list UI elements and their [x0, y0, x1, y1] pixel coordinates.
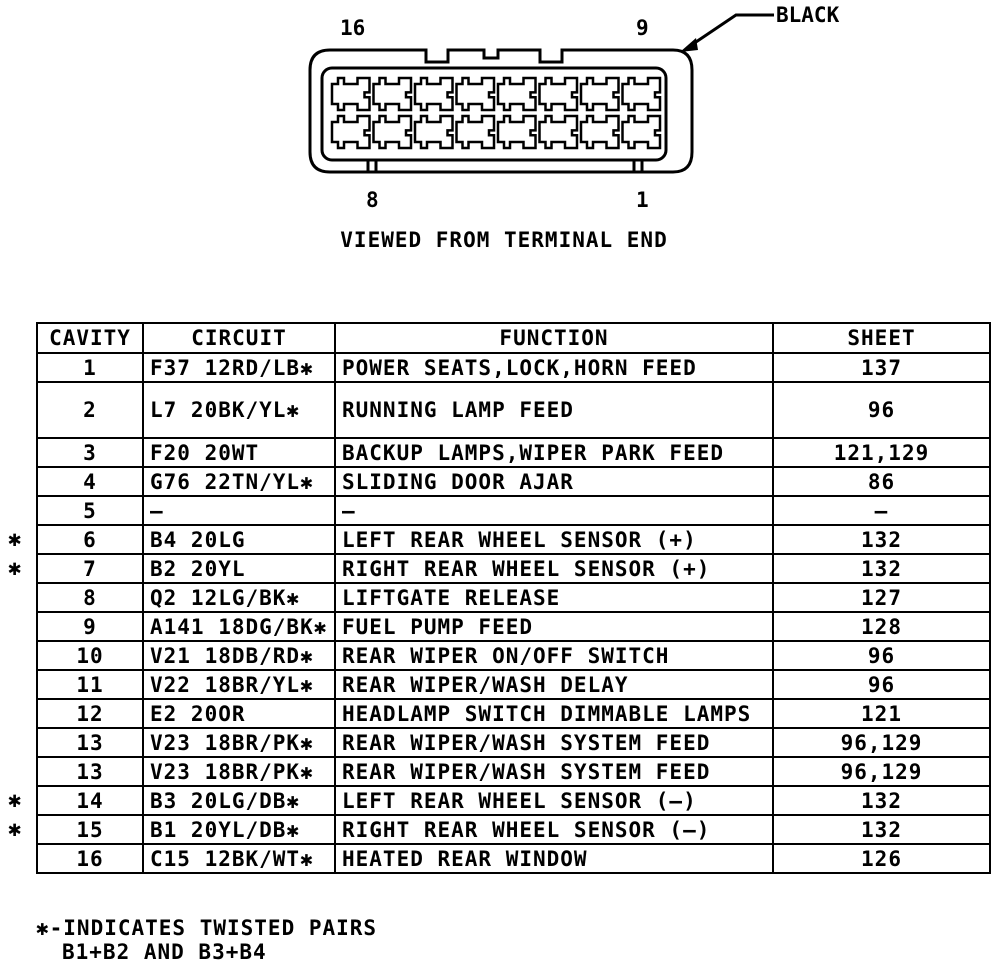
cell-cavity: 14 — [37, 786, 143, 815]
cell-circuit: Q2 12LG/BK✱ — [143, 583, 335, 612]
twisted-pair-marker: ✱ — [8, 526, 22, 552]
cell-sheet: 132 — [773, 815, 990, 844]
cell-sheet: 128 — [773, 612, 990, 641]
cell-function: BACKUP LAMPS,WIPER PARK FEED — [335, 438, 773, 467]
footnote-line-2: B1+B2 AND B3+B4 — [62, 940, 267, 964]
cell-cavity: 8 — [37, 583, 143, 612]
cell-circuit: F37 12RD/LB✱ — [143, 353, 335, 382]
table-row — [37, 353, 990, 382]
cell-function: LEFT REAR WHEEL SENSOR (—) — [335, 786, 773, 815]
cell-function: LIFTGATE RELEASE — [335, 583, 773, 612]
table-row — [37, 438, 990, 467]
cell-cavity: 5 — [37, 496, 143, 525]
terminal-cavity — [581, 116, 619, 148]
table-row — [37, 496, 990, 525]
table-header-row — [37, 323, 990, 353]
table-row — [37, 670, 990, 699]
cell-circuit: A141 18DG/BK✱ — [143, 612, 335, 641]
terminal-cavity — [623, 78, 661, 110]
view-caption: VIEWED FROM TERMINAL END — [340, 228, 668, 252]
header-cavity: CAVITY — [37, 323, 143, 353]
pin-label-8: 8 — [366, 188, 379, 212]
terminal-cavity — [332, 78, 370, 110]
cell-function: REAR WIPER/WASH SYSTEM FEED — [335, 728, 773, 757]
terminal-cavity — [415, 78, 453, 110]
pin-label-16: 16 — [340, 16, 366, 40]
cell-circuit: V23 18BR/PK✱ — [143, 728, 335, 757]
cell-sheet: 127 — [773, 583, 990, 612]
cell-cavity: 3 — [37, 438, 143, 467]
cell-cavity: 13 — [37, 757, 143, 786]
terminal-cavity — [581, 78, 619, 110]
color-callout-arrow — [680, 15, 774, 52]
cell-function: POWER SEATS,LOCK,HORN FEED — [335, 353, 773, 382]
twisted-pair-marker: ✱ — [8, 787, 22, 813]
table-row — [37, 757, 990, 786]
header-circuit: CIRCUIT — [143, 323, 335, 353]
pinout-table — [36, 322, 991, 874]
cell-circuit: C15 12BK/WT✱ — [143, 844, 335, 873]
cell-sheet: 96 — [773, 382, 990, 438]
cell-sheet: 126 — [773, 844, 990, 873]
cell-sheet: 96 — [773, 670, 990, 699]
cell-sheet: 86 — [773, 467, 990, 496]
cell-sheet: 137 — [773, 353, 990, 382]
terminal-cavity — [498, 116, 536, 148]
terminal-cavity — [374, 78, 412, 110]
cell-cavity: 10 — [37, 641, 143, 670]
cell-circuit: V23 18BR/PK✱ — [143, 757, 335, 786]
header-sheet: SHEET — [773, 323, 990, 353]
connector-color-label: BLACK — [776, 3, 840, 27]
table-row — [37, 525, 990, 554]
cell-sheet: 121,129 — [773, 438, 990, 467]
table-row — [37, 583, 990, 612]
pin-label-9: 9 — [636, 16, 649, 40]
cell-function: REAR WIPER ON/OFF SWITCH — [335, 641, 773, 670]
cell-function: REAR WIPER/WASH DELAY — [335, 670, 773, 699]
cell-function: RIGHT REAR WHEEL SENSOR (+) — [335, 554, 773, 583]
cell-function: RUNNING LAMP FEED — [335, 382, 773, 438]
cell-function: — — [335, 496, 773, 525]
cell-circuit: B2 20YL — [143, 554, 335, 583]
cell-cavity: 11 — [37, 670, 143, 699]
pin-label-1: 1 — [636, 188, 649, 212]
cell-cavity: 9 — [37, 612, 143, 641]
cell-circuit: G76 22TN/YL✱ — [143, 467, 335, 496]
cell-circuit: B1 20YL/DB✱ — [143, 815, 335, 844]
cell-cavity: 13 — [37, 728, 143, 757]
terminal-cavity — [498, 78, 536, 110]
cell-cavity: 16 — [37, 844, 143, 873]
cell-sheet: 96,129 — [773, 757, 990, 786]
table-row — [37, 554, 990, 583]
cell-circuit: F20 20WT — [143, 438, 335, 467]
cell-sheet: — — [773, 496, 990, 525]
cell-cavity: 15 — [37, 815, 143, 844]
cell-function: RIGHT REAR WHEEL SENSOR (—) — [335, 815, 773, 844]
table-row — [37, 786, 990, 815]
cell-function: FUEL PUMP FEED — [335, 612, 773, 641]
header-function: FUNCTION — [335, 323, 773, 353]
cell-sheet: 132 — [773, 554, 990, 583]
terminal-cavity — [415, 116, 453, 148]
cell-function: HEADLAMP SWITCH DIMMABLE LAMPS — [335, 699, 773, 728]
cell-circuit: V22 18BR/YL✱ — [143, 670, 335, 699]
cell-function: REAR WIPER/WASH SYSTEM FEED — [335, 757, 773, 786]
table-row — [37, 699, 990, 728]
cell-circuit: E2 20OR — [143, 699, 335, 728]
terminal-cavity — [457, 116, 495, 148]
connector-diagram — [0, 0, 1008, 300]
terminal-cavities — [332, 78, 660, 148]
cell-circuit: B4 20LG — [143, 525, 335, 554]
cell-cavity: 4 — [37, 467, 143, 496]
cell-cavity: 2 — [37, 382, 143, 438]
cell-function: LEFT REAR WHEEL SENSOR (+) — [335, 525, 773, 554]
table-row — [37, 382, 990, 438]
terminal-cavity — [332, 116, 370, 148]
cell-cavity: 12 — [37, 699, 143, 728]
terminal-cavity — [623, 116, 661, 148]
table-row — [37, 641, 990, 670]
cell-circuit: — — [143, 496, 335, 525]
twisted-pair-marker: ✱ — [8, 555, 22, 581]
cell-cavity: 1 — [37, 353, 143, 382]
table-row — [37, 844, 990, 873]
terminal-cavity — [540, 78, 578, 110]
cell-function: HEATED REAR WINDOW — [335, 844, 773, 873]
cell-cavity: 7 — [37, 554, 143, 583]
terminal-cavity — [374, 116, 412, 148]
twisted-pairs-footnote — [36, 916, 377, 964]
table-row — [37, 612, 990, 641]
table-row — [37, 815, 990, 844]
cell-sheet: 96 — [773, 641, 990, 670]
table-row — [37, 467, 990, 496]
terminal-cavity — [540, 116, 578, 148]
footnote-line-1: ✱-INDICATES TWISTED PAIRS — [36, 916, 378, 940]
table-row — [37, 728, 990, 757]
cell-circuit: L7 20BK/YL✱ — [143, 382, 335, 438]
cell-sheet: 132 — [773, 786, 990, 815]
cell-sheet: 132 — [773, 525, 990, 554]
terminal-cavity — [457, 78, 495, 110]
connector-keys — [368, 160, 642, 172]
cell-circuit: B3 20LG/DB✱ — [143, 786, 335, 815]
cell-cavity: 6 — [37, 525, 143, 554]
cell-circuit: V21 18DB/RD✱ — [143, 641, 335, 670]
twisted-pair-marker: ✱ — [8, 816, 22, 842]
cell-sheet: 121 — [773, 699, 990, 728]
cell-function: SLIDING DOOR AJAR — [335, 467, 773, 496]
cell-sheet: 96,129 — [773, 728, 990, 757]
